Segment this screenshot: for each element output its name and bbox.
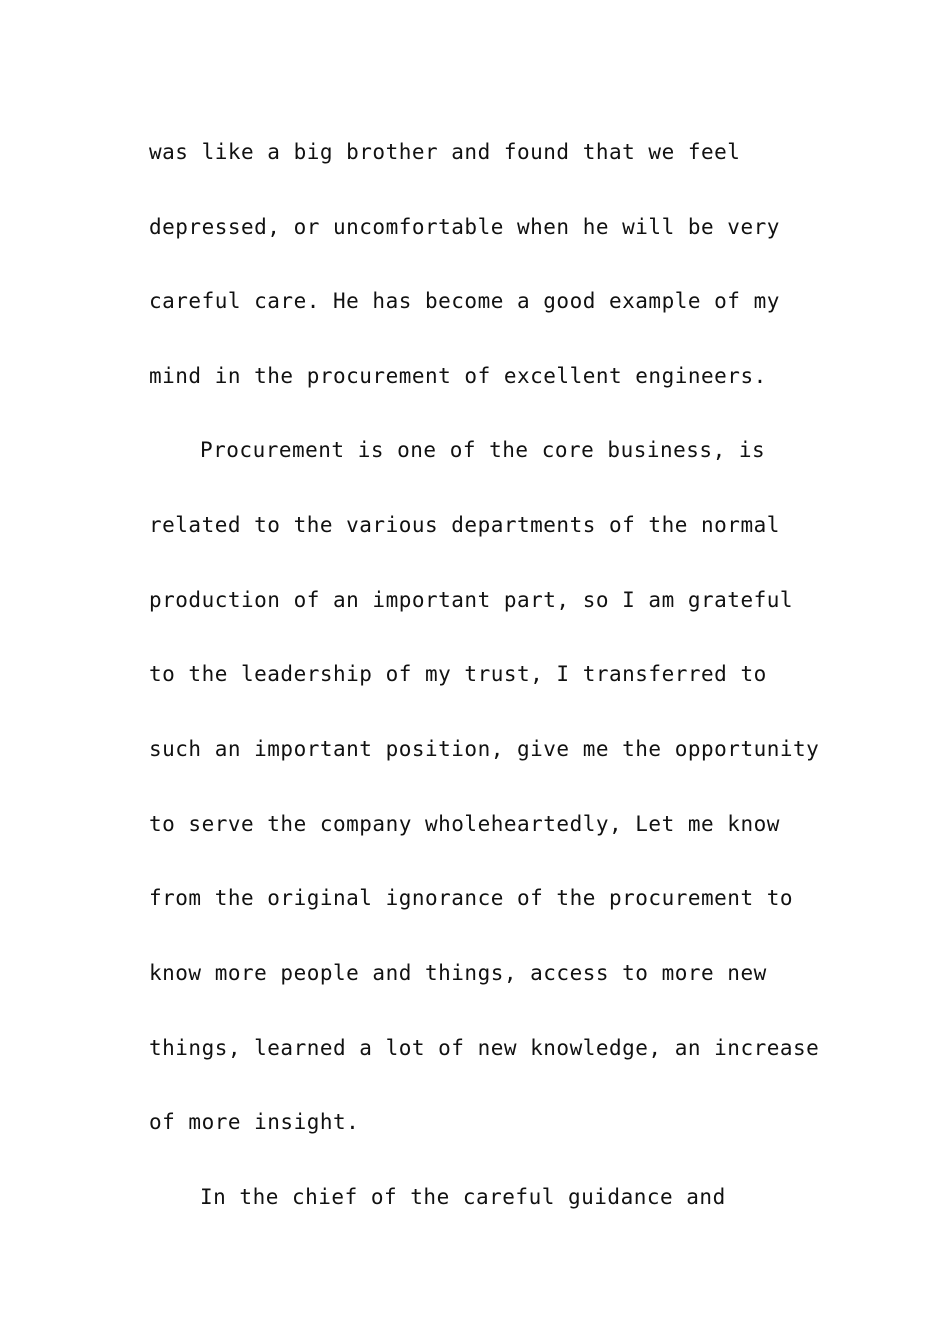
text-line: from the original ignorance of the procurement to xyxy=(149,886,794,910)
paragraph-start-line: Procurement is one of the core business, is xyxy=(200,438,766,462)
text-line: of more insight. xyxy=(149,1110,360,1134)
text-line: know more people and things, access to more new xyxy=(149,961,767,985)
text-line: such an important position, give me the opportunity xyxy=(149,737,820,761)
paragraph-start-line: In the chief of the careful guidance and xyxy=(200,1185,726,1209)
text-line: to serve the company wholeheartedly, Let me know xyxy=(149,812,780,836)
text-line: things, learned a lot of new knowledge, an increase xyxy=(149,1036,820,1060)
text-line: depressed, or uncomfortable when he will be very xyxy=(149,215,780,239)
text-line: careful care. He has become a good example of my xyxy=(149,289,780,313)
text-line: production of an important part, so I am grateful xyxy=(149,588,794,612)
text-line: related to the various departments of the normal xyxy=(149,513,780,537)
text-line: mind in the procurement of excellent engineers. xyxy=(149,364,767,388)
text-line: to the leadership of my trust, I transferred to xyxy=(149,662,767,686)
text-line: was like a big brother and found that we feel xyxy=(149,140,741,164)
